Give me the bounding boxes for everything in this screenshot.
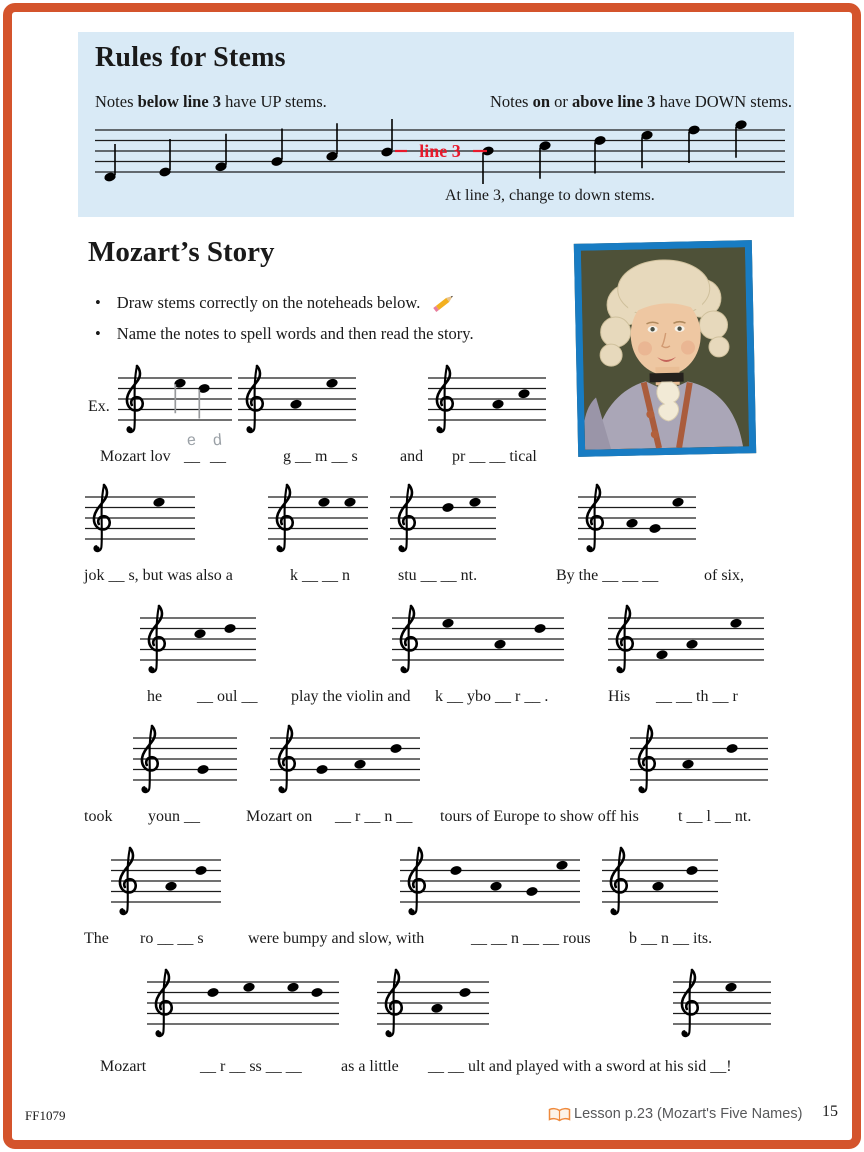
notehead [468,497,481,508]
music-staff [111,838,221,922]
notehead [289,399,302,410]
story-text: __ __ n __ __ rous [471,930,591,947]
music-staff [147,960,339,1044]
notehead [325,378,338,389]
notehead [310,987,323,998]
story-text: By the __ __ __ [556,567,659,584]
notehead [681,759,694,770]
notehead [489,881,502,892]
notehead [242,982,255,993]
story-text: were bumpy and slow, with [248,930,425,947]
music-staff [140,596,256,680]
notehead [343,497,356,508]
pencil-icon [430,290,460,314]
rule-bold-text: above line 3 [572,92,656,111]
notehead [194,865,207,876]
notehead [648,523,661,534]
notehead [223,623,236,634]
story-text: pr __ __ tical [452,448,537,465]
story-text: __ __ th __ r [656,688,738,705]
story-text: and [400,448,424,465]
example-answer: e [186,431,197,450]
rule-text: have DOWN stems. [655,92,792,111]
music-staff [95,104,785,200]
line-3-label: line 3 [419,141,461,161]
notehead [152,497,165,508]
example-label: Ex. [88,398,110,415]
notehead [729,618,742,629]
story-text: __ __ ult and played with a sword at his sid __! [428,1058,732,1075]
story-text: took [84,808,113,825]
story-text: k __ ybo __ r __ . [435,688,549,705]
notehead [196,764,209,775]
notehead [493,639,506,650]
story-text: Mozart on [246,808,313,825]
rule-text: have UP stems. [221,92,327,111]
notehead [685,865,698,876]
mozart-portrait [581,247,749,449]
rule-text: or [550,92,573,111]
answer-blank: __ e [184,431,200,465]
notehead [315,764,328,775]
story-text: __ r __ ss __ __ [200,1058,302,1075]
story-text: ro __ __ s [140,930,204,947]
notehead [555,860,568,871]
rule-bold-text: on [532,92,551,111]
instruction-text: Draw stems correctly on the noteheads below. [116,293,421,312]
open-book-icon [548,1107,571,1123]
notehead [206,987,219,998]
notehead [286,982,299,993]
notehead [353,759,366,770]
story-text: of six, [704,567,744,584]
story-text: as a little [341,1058,399,1075]
notehead [430,1003,443,1014]
rules-caption: At line 3, change to down stems. [445,187,655,204]
notehead [671,497,684,508]
instruction-bullet-1 [95,290,460,314]
notehead [491,399,504,410]
story-text: he [147,688,163,705]
music-staff [118,356,232,440]
music-staff [268,475,368,559]
instruction-text: Name the notes to spell words and then read the story. [116,324,474,343]
music-staff [673,960,771,1044]
story-text: __ oul __ [197,688,258,705]
notehead [525,886,538,897]
notehead [389,743,402,754]
mozart-portrait-frame [574,240,756,457]
notehead [651,881,664,892]
rule-text: Notes [95,92,138,111]
answer-blank: __ d [210,431,226,465]
bullet-icon: • [95,324,101,343]
music-staff [238,356,356,440]
notehead [533,623,546,634]
music-staff [133,716,237,800]
story-text: jok __ s, but was also a [84,567,233,584]
story-text: stu __ __ nt. [398,567,478,584]
story-text: play the violin and [291,688,411,705]
notehead [449,865,462,876]
story-text: b __ n __ its. [629,930,713,947]
book-code: FF1079 [25,1108,66,1123]
lesson-reference: Lesson p.23 (Mozart's Five Names) [574,1106,803,1122]
notehead [685,639,698,650]
rule-bold-text: below line 3 [137,92,222,111]
notehead [164,881,177,892]
story-text: Mozart lov [100,448,171,465]
music-staff [390,475,496,559]
story-text: g __ m __ s [283,448,358,465]
story-text: Mozart [100,1058,147,1075]
story-text: t __ l __ nt. [678,808,752,825]
story-text: tours of Europe to show off his [440,808,639,825]
story-text: The [84,930,109,947]
music-staff [428,356,546,440]
instruction-bullet-2 [95,324,474,344]
notehead [317,497,330,508]
notehead [724,982,737,993]
notehead [625,518,638,529]
rule-text: Notes [489,92,533,111]
example-answer: d [212,431,223,450]
notehead [517,388,530,399]
music-staff [377,960,489,1044]
music-staff [85,475,195,559]
music-staff [602,838,718,922]
story-text: youn __ [148,808,200,825]
bullet-icon: • [95,293,101,312]
notehead [441,618,454,629]
notehead [441,502,454,513]
notehead [725,743,738,754]
music-staff [400,838,580,922]
notehead [655,649,668,660]
story-text: __ r __ n __ [335,808,413,825]
music-staff [270,716,420,800]
story-heading: Mozart’s Story [88,236,275,268]
notehead [458,987,471,998]
music-staff [392,596,564,680]
music-staff [630,716,768,800]
music-staff [608,596,764,680]
music-staff [578,475,696,559]
story-text: His [608,688,631,705]
rules-title: Rules for Stems [95,42,286,73]
notehead [193,628,206,639]
page-number: 15 [822,1103,838,1120]
story-text: k __ __ n [290,567,350,584]
